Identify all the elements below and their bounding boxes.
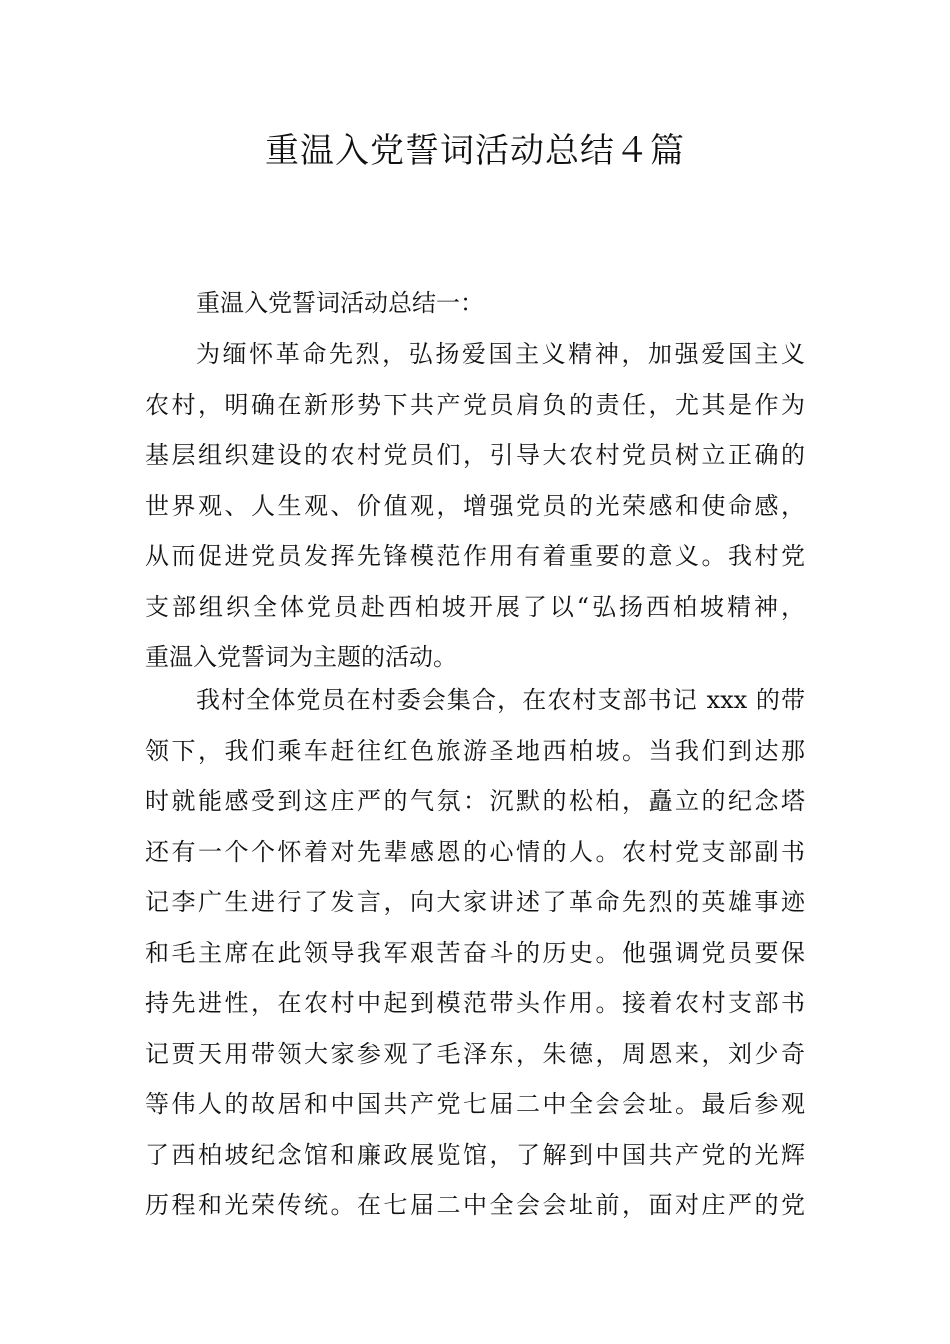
paragraph-line: 领下，我们乘车赶往红色旅游圣地西柏坡。当我们到达那 (145, 736, 805, 765)
paragraph-line: 基层组织建设的农村党员们，引导大农村党员树立正确的 (145, 441, 805, 469)
paragraph-line: 重温入党誓词为主题的活动。 (145, 643, 457, 671)
paragraph-line: 时就能感受到这庄严的气氛：沉默的松柏，矗立的纪念塔 (145, 787, 805, 815)
document-title: 重温入党誓词活动总结４篇 (265, 131, 685, 171)
paragraph-line: 我村全体党员在村委会集合，在农村支部书记 xxx 的带 (196, 686, 805, 714)
section-heading: 重温入党誓词活动总结一： (196, 289, 484, 317)
paragraph-line: 世界观、人生观、价值观，增强党员的光荣感和使命感， (145, 491, 805, 520)
paragraph-line: 历程和光荣传统。在七届二中全会会址前，面对庄严的党 (145, 1191, 805, 1219)
paragraph-line: 为缅怀革命先烈，弘扬爱国主义精神，加强爱国主义 (196, 340, 805, 368)
paragraph-line: 农村，明确在新形势下共产党员肩负的责任，尤其是作为 (145, 390, 805, 419)
paragraph-line: 记贾天用带领大家参观了毛泽东，朱德，周恩来，刘少奇 (145, 1039, 805, 1068)
paragraph-line: 支部组织全体党员赴西柏坡开展了以“弘扬西柏坡精神， (145, 592, 805, 621)
paragraph-line: 记李广生进行了发言，向大家讲述了革命先烈的英雄事迹 (145, 888, 805, 916)
paragraph-line: 还有一个个怀着对先辈感恩的心情的人。农村党支部副书 (145, 837, 805, 866)
paragraph-line: 和毛主席在此领导我军艰苦奋斗的历史。他强调党员要保 (145, 938, 805, 967)
paragraph-line: 从而促进党员发挥先锋模范作用有着重要的意义。我村党 (145, 542, 805, 570)
paragraph-1 (145, 329, 805, 683)
paragraph-line: 持先进性，在农村中起到模范带头作用。接着农村支部书 (145, 989, 805, 1017)
paragraph-line: 等伟人的故居和中国共产党七届二中全会会址。最后参观 (145, 1090, 805, 1118)
paragraph-line: 了西柏坡纪念馆和廉政展览馆，了解到中国共产党的光辉 (145, 1140, 805, 1169)
paragraph-2 (145, 675, 805, 1231)
